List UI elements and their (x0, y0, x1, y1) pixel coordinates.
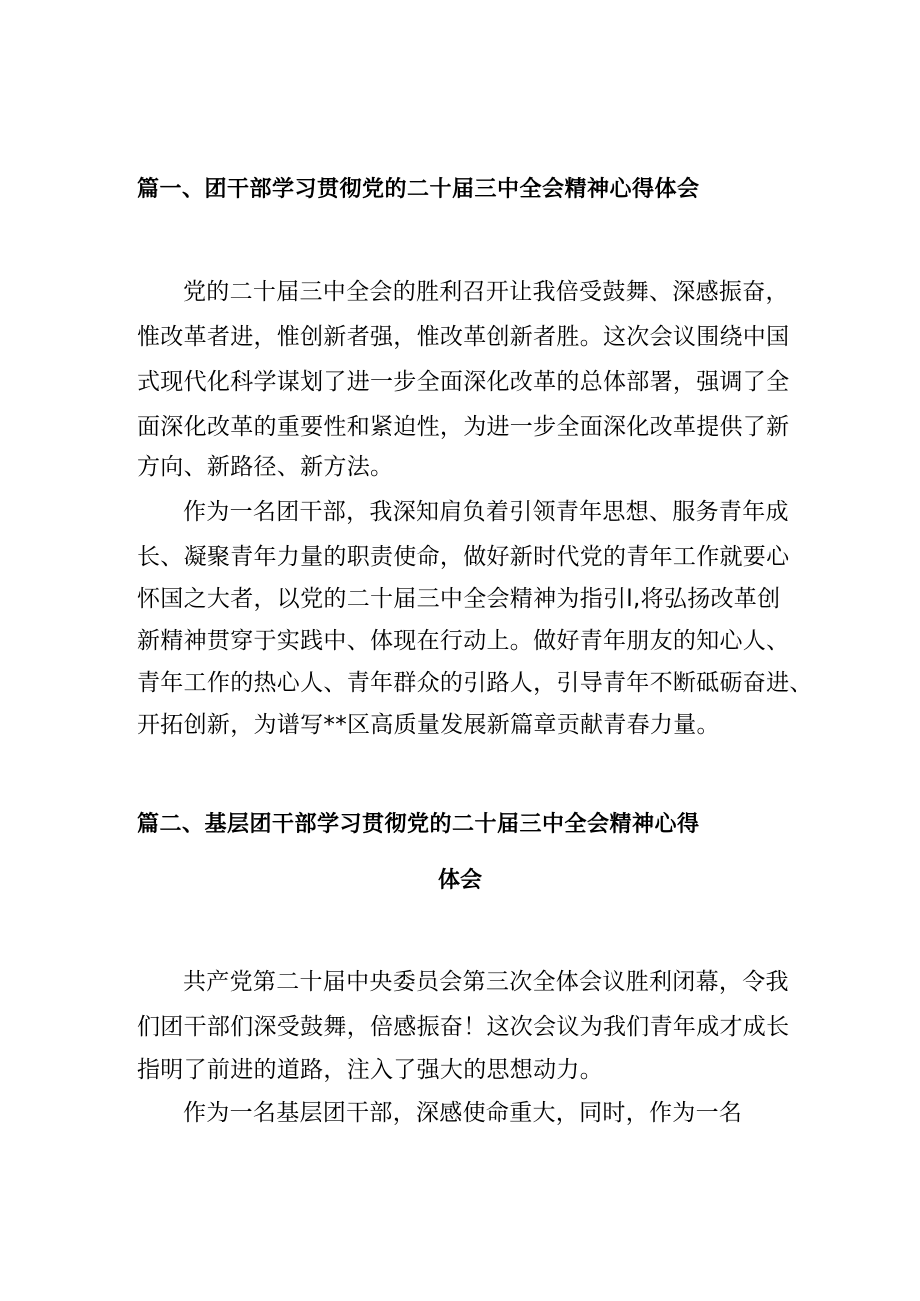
section1-para2-line: 青年工作的热心人、青年群众的引路人，引导青年不断砥砺奋进、 (137, 670, 813, 696)
section2-title-line1: 篇二、基层团干部学习贯彻党的二十届三中全会精神心得 (137, 812, 700, 837)
section2-para1-line: 们团干部们深受鼓舞，倍感振奋！这次会议为我们青年成才成长 (137, 1014, 790, 1040)
section1-para2-line: 长、凝聚青年力量的职责使命，做好新时代党的青年工作就要心 (137, 544, 790, 570)
section1-para1-line: 惟改革者进，惟创新者强，惟改革创新者胜。这次会议围绕中国 (137, 324, 790, 350)
section1-para2-line: 怀国之大者，以党的二十届三中全会精神为指引l,将弘扬改革创 (137, 586, 781, 612)
section1-para2-line: 新精神贯穿于实践中、体现在行动上。做好青年朋友的知心人、 (137, 628, 790, 654)
section2-para1-line: 共产党第二十届中央委员会第三次全体会议胜利闭幕，令我 (183, 969, 789, 995)
section2-title-line2: 体会 (437, 868, 482, 893)
section1-para2-line: 作为一名团干部，我深知肩负着引领青年思想、服务青年成 (183, 499, 789, 525)
section1-para1-line: 方向、新路径、新方法。 (137, 454, 394, 480)
section2-para2-line: 作为一名基层团干部，深感使命重大，同时，作为一名 (183, 1100, 743, 1126)
section1-para2-line: 开拓创新，为谱写**区高质量发展新篇章贡献青春力量。 (137, 712, 720, 738)
section1-para1-line: 党的二十届三中全会的胜利召开让我倍受鼓舞、深感振奋， (183, 279, 789, 305)
section2-para1-line: 指明了前进的道路，注入了强大的思想动力。 (137, 1057, 603, 1083)
section1-para1-line: 式现代化科学谋划了进一步全面深化改革的总体部署，强调了全 (137, 369, 790, 395)
section1-title: 篇一、团干部学习贯彻党的二十届三中全会精神心得体会 (137, 177, 700, 202)
section1-para1-line: 面深化改革的重要性和紧迫性，为进一步全面深化改革提供了新 (137, 414, 790, 440)
